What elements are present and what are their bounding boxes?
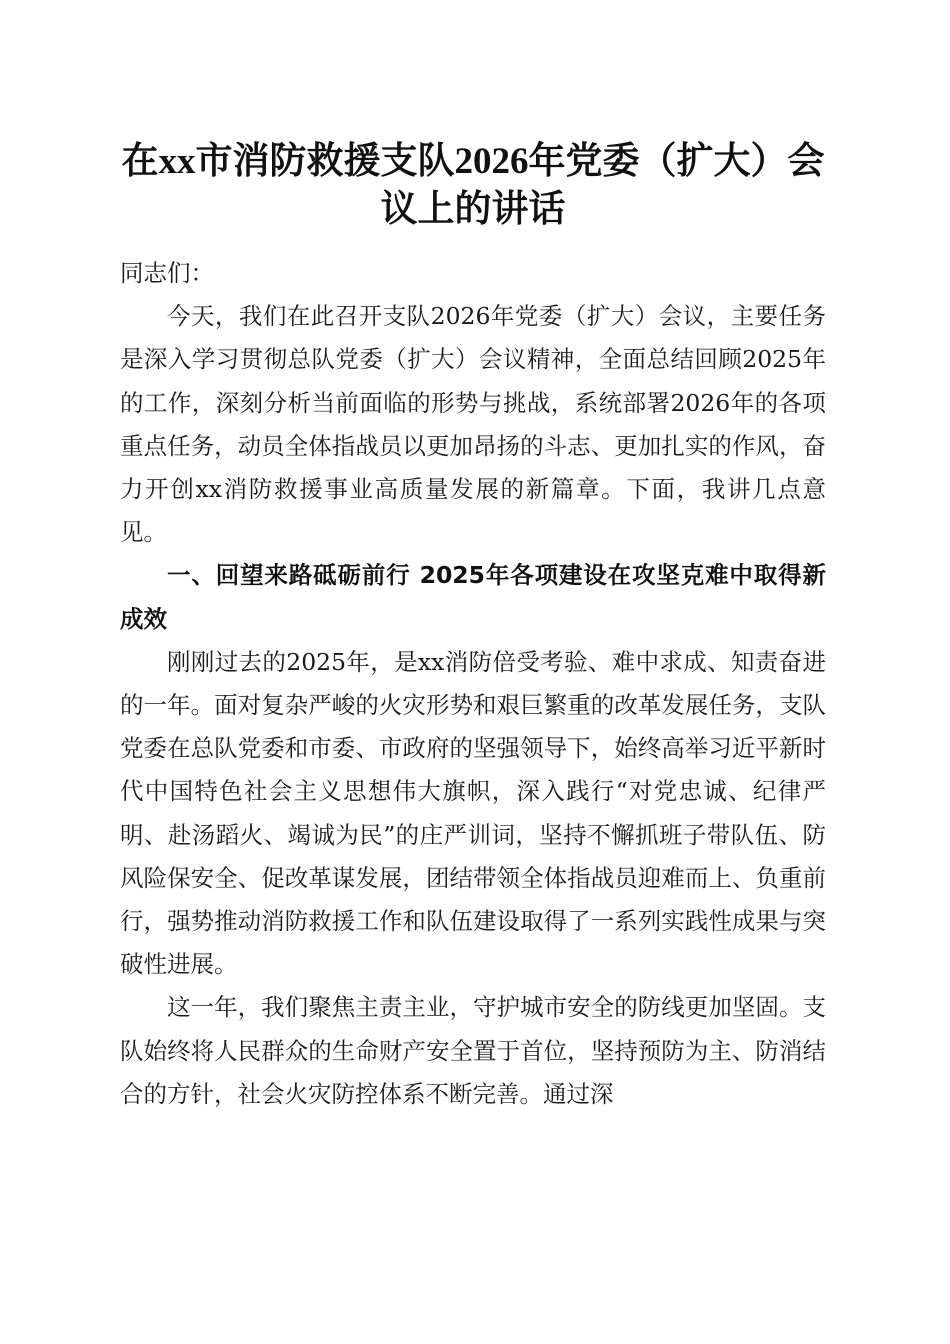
title-line-2: 议上的讲话: [380, 189, 566, 230]
document-title: [118, 138, 828, 234]
section-heading-1: 一、回望来路砥砺前行 2025年各项建设在攻坚克难中取得新成效: [120, 561, 826, 633]
paragraph-review: 刚刚过去的2025年，是xx消防倍受考验、难中求成、知责奋进的一年。面对复杂严峻的火灾形势和艰巨繁重的改革发展任务，支队党委在总队党委和市委、市政府的坚强领导下，始终高举习近平新时代中国特色社会主义思想伟大旗帜，深入践行“对党忠诚、纪律严明、赴汤蹈火、竭诚为民”的庄严训词，坚持不懈抓班子带队伍、防风险保安全、促改革谋发展，团结带领全体指战员迎难而上、负重前行，强势推动消防救援工作和队伍建设取得了一系列实践性成果与突破性进展。: [120, 647, 826, 979]
paragraph-safety: 这一年，我们聚焦主责主业，守护城市安全的防线更加坚固。支队始终将人民群众的生命财产安全置于首位，坚持预防为主、防消结合的方针，社会火灾防控体系不断完善。通过深: [120, 993, 826, 1108]
document-body: [120, 252, 826, 1116]
greeting: 同志们：: [120, 259, 214, 287]
paragraph-intro: 今天，我们在此召开支队2026年党委（扩大）会议，主要任务是深入学习贯彻总队党委（扩大）会议精神，全面总结回顾2025年的工作，深刻分析当前面临的形势与挑战，系统部署2026年的各项重点任务，动员全体指战员以更加昂扬的斗志、更加扎实的作风，奋力开创xx消防救援事业高质量发展的新篇章。下面，我讲几点意见。: [120, 302, 826, 547]
title-line-1: 在xx市消防救援支队2026年党委（扩大）会: [121, 141, 825, 182]
